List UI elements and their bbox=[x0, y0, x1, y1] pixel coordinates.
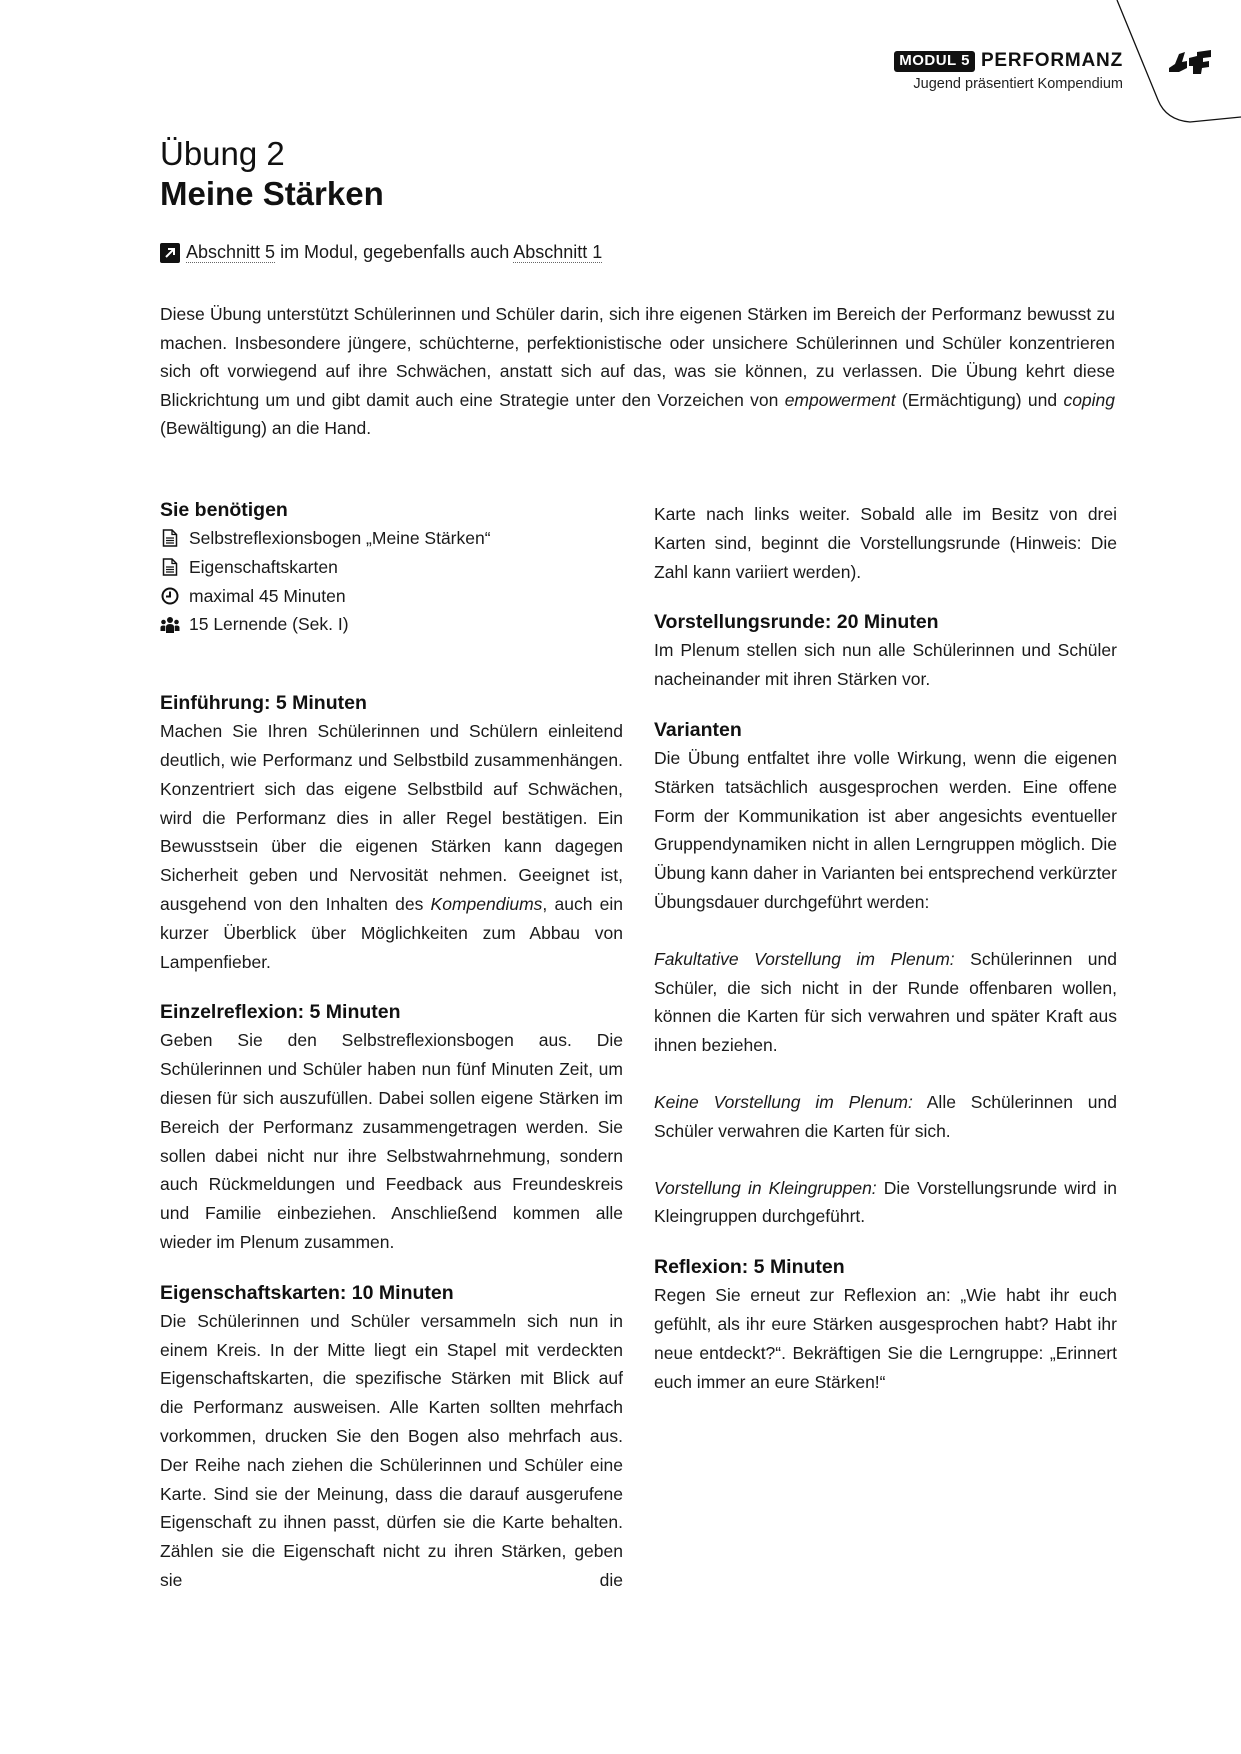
jp-logo-icon bbox=[1165, 46, 1213, 78]
needs-item bbox=[160, 553, 623, 582]
exercise-number: Übung 2 bbox=[160, 135, 285, 172]
section-text bbox=[160, 717, 623, 976]
link-abschnitt-1[interactable]: Abschnitt 1 bbox=[513, 242, 603, 262]
needs-item-text: maximal 45 Minuten bbox=[189, 585, 346, 606]
document-icon bbox=[160, 528, 180, 548]
intro-term-empowerment: empowerment bbox=[784, 389, 896, 410]
section-text-continuation: Karte nach links weiter. Sobald alle im Besitz von drei Karten sind, beginnt die Vorstellungsrunde (Hinweis: Die Zahl kann variiert werden). bbox=[654, 504, 1117, 582]
reference-text: im Modul, gegebenfalls auch bbox=[275, 242, 514, 262]
intro-text-1: Diese Übung unterstützt Schülerinnen und Schüler darin, sich ihre eigenen Stärken im Bereich der Performanz bewusst zu machen. Insbesondere jüngere, schüchterne, perfektionistische oder unsichere Schülerinnen und Schüler konzentrieren sich oft vorwiegend auf ihre Schwächen, anstatt sich auf das, was sie können, zu verlassen. Die Übung kehrt diese Blickrichtung um und gibt damit auch eine Strategie unter den Vorzeichen von bbox=[160, 304, 1115, 410]
section-text: Im Plenum stellen sich nun alle Schülerinnen und Schüler nacheinander mit ihren Stärken vor. bbox=[654, 640, 1117, 690]
needs-heading: Sie benötigen bbox=[160, 499, 288, 521]
variant-item bbox=[654, 1088, 1117, 1146]
section-reflexion bbox=[654, 1253, 1117, 1396]
section-einzelreflexion bbox=[160, 998, 623, 1256]
needs-item bbox=[160, 524, 623, 553]
section-einfuehrung bbox=[160, 689, 623, 976]
variant-text: Alle Schülerinnen und Schüler verwahren die Karten für sich. bbox=[654, 1091, 1117, 1141]
document-icon bbox=[160, 557, 180, 577]
variant-label: Fakultative Vorstellung im Plenum: bbox=[654, 948, 955, 969]
section-varianten bbox=[654, 716, 1117, 1231]
intro-text-2: (Ermächtigung) und bbox=[895, 389, 1064, 410]
link-abschnitt-5[interactable]: Abschnitt 5 bbox=[186, 242, 276, 262]
group-icon bbox=[160, 615, 180, 635]
clock-icon bbox=[160, 586, 180, 606]
left-column bbox=[160, 496, 623, 1595]
exercise-title bbox=[160, 134, 384, 214]
section-text-part: , auch ein kurzer Überblick über Möglichkeiten zum Abbau von Lampenfieber. bbox=[160, 893, 623, 972]
variant-item bbox=[654, 1174, 1117, 1232]
needs-item-text: Selbstreflexionsbogen „Meine Stärken“ bbox=[189, 528, 491, 548]
section-text: Die Schülerinnen und Schüler versammeln sich nun in einem Kreis. In der Mitte liegt ein Stapel mit verdeckten Eigenschaftskarten, die spezifische Stärken mit Blick auf die Performanz ausweisen. Alle Karten sollten mehrfach vorkommen, drucken Sie den Bogen also mehrfach aus. Der Reihe nach ziehen die Schülerinnen und Schüler eine Karte. Sind sie der Meinung, dass die darauf ausgerufene Eigenschaft zu ihnen passt, dürfen sie die Karte behalten. Zählen sie die Eigenschaft nicht zu ihren Stärken, geben sie die bbox=[160, 1310, 623, 1590]
external-arrow-icon bbox=[160, 243, 180, 263]
section-heading: Einzelreflexion: 5 Minuten bbox=[160, 1001, 401, 1024]
module-subtitle: Jugend präsentiert Kompendium bbox=[913, 76, 1123, 92]
exercise-name: Meine Stärken bbox=[160, 175, 384, 212]
needs-item-text: Eigenschaftskarten bbox=[189, 556, 338, 577]
section-eigenschaftskarten bbox=[160, 1279, 623, 1595]
section-heading: Einführung: 5 Minuten bbox=[160, 692, 367, 715]
intro-term-coping: coping bbox=[1063, 389, 1116, 410]
module-badge: MODUL 5 bbox=[894, 51, 975, 72]
section-vorstellungsrunde bbox=[654, 608, 1117, 694]
section-text: Regen Sie erneut zur Reflexion an: „Wie habt ihr euch gefühlt, als ihr eure Stärken ausgesprochen habt? Habt ihr neue entdeckt?“. Bekräftigen Sie die Lerngruppe: „Erinnert euch immer an eure Stärken!“ bbox=[654, 1285, 1117, 1392]
section-text: Die Übung entfaltet ihre volle Wirkung, wenn die eigenen Stärken tatsächlich ausgesprochen werden. Eine offene Form der Kommunikation ist aber angesichts eventueller Gruppendynamiken nicht in allen Lerngruppen möglich. Die Übung kann daher in Varianten bei entsprechend verkürzter Übungsdauer durchgeführt werden: bbox=[654, 747, 1117, 912]
module-title: PERFORMANZ bbox=[980, 50, 1123, 71]
right-column bbox=[654, 500, 1117, 1396]
section-term-kompendium: Kompendiums bbox=[430, 893, 543, 914]
section-heading: Varianten bbox=[654, 718, 742, 741]
intro-paragraph bbox=[160, 300, 1115, 443]
section-heading: Vorstellungsrunde: 20 Minuten bbox=[654, 611, 939, 634]
needs-item bbox=[160, 610, 623, 639]
variant-text: Schülerinnen und Schüler, die sich nicht in der Runde offenbaren wollen, können die Karten für sich verwahren und später Kraft aus ihnen beziehen. bbox=[654, 948, 1118, 1056]
intro-text-3: (Bewältigung) an die Hand. bbox=[160, 418, 372, 439]
variant-text: Die Vorstellungsrunde wird in Kleingruppen durchgeführt. bbox=[654, 1177, 1118, 1227]
section-heading: Reflexion: 5 Minuten bbox=[654, 1256, 845, 1279]
needs-item-text: 15 Lernende (Sek. I) bbox=[189, 614, 349, 635]
variant-item bbox=[654, 945, 1117, 1060]
variant-label: Vorstellung in Kleingruppen: bbox=[654, 1177, 877, 1198]
section-reference bbox=[160, 242, 602, 263]
needs-list bbox=[160, 524, 623, 639]
section-heading: Eigenschaftskarten: 10 Minuten bbox=[160, 1281, 454, 1304]
needs-item bbox=[160, 582, 623, 611]
section-text-part: Machen Sie Ihren Schülerinnen und Schülern einleitend deutlich, wie Performanz und Selbstbild zusammenhängen. Konzentriert sich das eigene Selbstbild auf Schwächen, wird die Performanz dies in aller Regel bestätigen. Ein Bewusstsein über die eigenen Stärken kann dagegen Sicherheit geben und Nervosität nehmen. Geeignet ist, ausgehend von den Inhalten des bbox=[160, 721, 623, 914]
module-header bbox=[894, 50, 1123, 92]
section-text: Geben Sie den Selbstreflexionsbogen aus. Die Schülerinnen und Schüler haben nun fünf Minuten Zeit, um diesen für sich auszufüllen. Dabei sollen eigene Stärken im Bereich der Performanz zusammengetragen werden. Sie sollen dabei nicht nur ihre Selbstwahrnehmung, sondern auch Rückmeldungen und Feedback aus Freundeskreis und Familie einbeziehen. Anschließend kommen alle wieder im Plenum zusammen. bbox=[160, 1030, 623, 1252]
variant-label: Keine Vorstellung im Plenum: bbox=[654, 1091, 913, 1112]
